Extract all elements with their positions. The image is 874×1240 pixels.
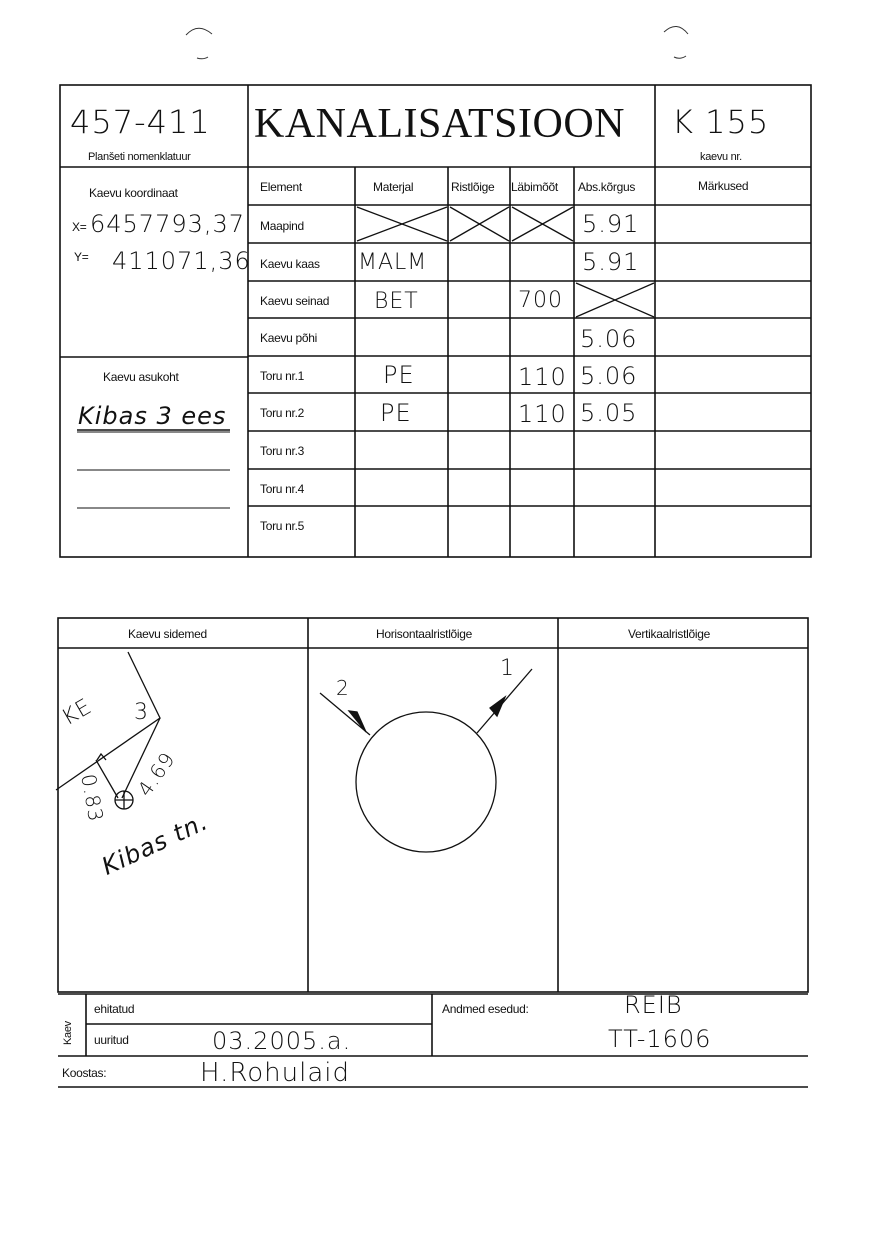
col-materjal: Materjal [373, 180, 414, 194]
col-abs: Abs.kõrgus [578, 180, 636, 194]
cell-abs: 5.06 [580, 325, 638, 353]
col-markused: Märkused [698, 179, 749, 193]
row-label: Toru nr.3 [260, 444, 304, 458]
pipe-1-label: 1 [500, 656, 515, 681]
surveyed-label: uuritud [94, 1033, 129, 1047]
cell-abs: 5.06 [580, 362, 638, 390]
cell-labimoot: 110 [518, 400, 567, 428]
surveyed-value: 03.2005.a. [212, 1027, 352, 1055]
form-title: KANALISATSIOON [254, 101, 625, 147]
row-label: Kaevu põhi [260, 331, 318, 345]
row-label: Kaevu seinad [260, 294, 330, 308]
corner-number: 3 [134, 700, 149, 725]
ke-label: KE [57, 694, 97, 731]
well-number: K 155 [672, 103, 770, 141]
x-value: 6457793,37 [90, 210, 246, 238]
cell-abs: 5.91 [582, 210, 640, 238]
col-element: Element [260, 180, 302, 194]
well-label: kaevu nr. [700, 151, 742, 163]
compiler-value: H.Rohulaid [200, 1058, 351, 1088]
col-sidemed: Kaevu sidemed [128, 627, 207, 641]
row-label: Kaevu kaas [260, 257, 320, 271]
row-label: Toru nr.5 [260, 519, 304, 533]
cell-materjal: MALM [358, 250, 428, 275]
cell-labimoot: 700 [518, 288, 563, 313]
col-ristloige: Ristlõige [451, 180, 495, 194]
location-value: Kibas 3 ees [78, 402, 227, 430]
col-labimoot: Läbimõõt [511, 180, 558, 194]
kaev-side-label: Kaev [62, 1021, 74, 1045]
cell-materjal: PE [380, 399, 412, 427]
location-label: Kaevu asukoht [103, 370, 179, 384]
pipe-2-label: 2 [336, 676, 350, 700]
row-label: Toru nr.2 [260, 406, 304, 420]
data-source-value-1: REIB [624, 991, 683, 1019]
row-label: Toru nr.4 [260, 482, 304, 496]
compiler-label: Koostas: [62, 1066, 107, 1080]
cell-materjal: BET [374, 289, 419, 314]
plan-number: 457-411 [70, 103, 211, 141]
distance-2: 4.69 [132, 747, 181, 801]
built-label: ehitatud [94, 1002, 135, 1016]
y-value: 411071,36 [112, 247, 251, 275]
x-prefix: X= [72, 220, 87, 234]
col-horisontaal: Horisontaalristlõige [376, 627, 473, 641]
cell-abs: 5.91 [582, 248, 640, 276]
street-label: Kibas tn. [97, 807, 213, 881]
data-source-value-2: TT-1606 [608, 1025, 712, 1053]
coords-label: Kaevu koordinaat [89, 186, 178, 200]
row-label: Toru nr.1 [260, 369, 304, 383]
data-source-label: Andmed esedud: [442, 1002, 529, 1016]
col-vertikaal: Vertikaalristlõige [628, 627, 710, 641]
y-prefix: Y= [74, 250, 89, 264]
distance-1: 0.83 [76, 772, 109, 824]
plan-label: Planšeti nomenklatuur [88, 151, 191, 163]
row-label: Maapind [260, 219, 304, 233]
cell-materjal: PE [383, 361, 415, 389]
cell-abs: 5.05 [580, 399, 638, 427]
cell-labimoot: 110 [518, 363, 567, 391]
